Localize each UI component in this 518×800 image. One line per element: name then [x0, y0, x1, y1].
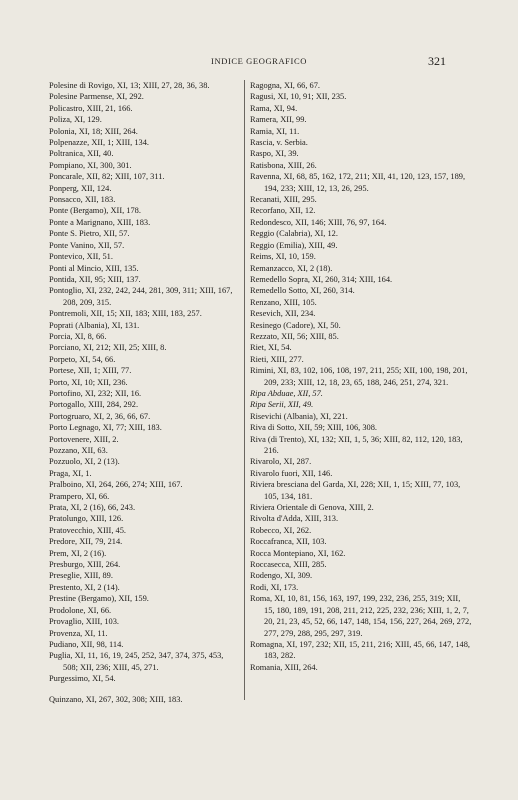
index-entry: Remedello Sopra, XI, 260, 314; XIII, 164. [250, 274, 393, 284]
index-entry: Riva di Sotto, XII, 59; XIII, 106, 308. [250, 423, 378, 433]
index-entry: Ratisbona, XIII, 26. [250, 160, 317, 170]
index-entry: Rocca Montepiano, XI, 162. [250, 548, 346, 558]
index-entry: Riviera bresciana del Garda, XI, 228; XII, 1, 15; XIII, 77, 103, 105, 134, 181. [250, 480, 461, 501]
index-entry: Porpeto, XI, 54, 66. [49, 354, 116, 364]
index-entry: Poliza, XI, 129. [49, 115, 102, 125]
index-entry: Presburgo, XIII, 264. [49, 560, 121, 570]
index-entry: Reggio (Emilia), XIII, 49. [250, 240, 338, 250]
index-entry: Pratovecchio, XIII, 45. [49, 525, 126, 535]
index-entry: Ponsacco, XII, 183. [49, 195, 116, 205]
index-entry: Poncarale, XII, 82; XIII, 107, 311. [49, 172, 165, 182]
index-entry: Ragogna, XI, 66, 67. [250, 81, 321, 90]
index-entry: Riva (di Trento), XI, 132; XII, 1, 5, 36; XIII, 82, 112, 120, 183, 216. [250, 434, 463, 455]
page-header [0, 54, 518, 68]
index-entry: Polesine di Rovigo, XI, 13; XIII, 27, 28, 36, 38. [49, 81, 210, 90]
index-entry: Puglia, XI, 11, 16, 19, 245, 252, 347, 374, 375, 453, 508; XII, 236; XIII, 45, 271. [49, 651, 224, 672]
index-entry: Policastro, XIII, 21, 166. [49, 103, 133, 113]
index-entry: Reims, XI, 10, 159. [250, 252, 316, 262]
index-entry: Remanzacco, XI, 2 (18). [250, 263, 333, 273]
index-entry: Riet, XI, 54. [250, 343, 292, 353]
index-entry: Pozzano, XII, 63. [49, 446, 108, 455]
index-entry: Portese, XII, 1; XIII, 77. [49, 366, 132, 376]
index-entry: Polpenazze, XII, 1; XIII, 134. [49, 138, 150, 148]
index-entry: Riviera Orientale di Genova, XIII, 2. [250, 503, 374, 513]
index-entry: Rimini, XI, 83, 102, 106, 108, 197, 211, 255; XII, 100, 198, 201, 209, 233; XIII, 12, 18, 23, 65, 188, 246, 251, 274, 321. [250, 366, 468, 387]
index-entry: Romania, XIII, 264. [250, 662, 318, 672]
index-entry: Raspo, XI, 39. [250, 149, 299, 159]
index-entry: Pralboino, XI, 264, 266, 274; XIII, 167. [49, 480, 183, 490]
index-entry: Roccafranca, XII, 103. [250, 537, 327, 547]
index-entry: Prata, XI, 2 (16), 66, 243. [49, 503, 136, 513]
index-entry: Ripa Serii, XII, 49. [250, 400, 314, 410]
index-entry: Porcia, XI, 8, 66. [49, 331, 107, 341]
index-entry: Rivarolo, XI, 287. [250, 457, 312, 467]
index-entry: Risevichi (Albania), XI, 221. [250, 411, 348, 421]
index-entry: Rezzato, XII, 56; XIII, 85. [250, 331, 339, 341]
index-entry: Ripa Abduae, XII, 57. [250, 388, 323, 398]
index-entry: Ragusi, XI, 10, 91; XII, 235. [250, 92, 347, 102]
index-entry: Predore, XII, 79, 214. [49, 537, 123, 547]
index-entry: Remedello Sotto, XI, 260, 314. [250, 286, 355, 296]
index-entry: Polesine Parmense, XI, 292. [49, 92, 144, 102]
index-entry: Preseglie, XIII, 89. [49, 571, 113, 581]
index-entry: Poprati (Albania), XI, 131. [49, 320, 140, 330]
index-entry: Portofino, XI, 232; XII, 16. [49, 388, 142, 398]
index-entry: Robecco, XI, 262. [250, 525, 312, 535]
index-entry: Rieti, XIII, 277. [250, 354, 304, 364]
index-entry: Pontida, XII, 95; XIII, 137. [49, 274, 141, 284]
index-entry: Poltranica, XII, 40. [49, 149, 114, 159]
index-entry: Resevich, XII, 234. [250, 309, 316, 319]
index-entry: Ravenna, XI, 68, 85, 162, 172, 211; XII, 41, 120, 123, 157, 189, 194, 233; XIII, 12, 13, 26, 295. [250, 172, 466, 193]
index-entry: Pontevico, XII, 51. [49, 252, 113, 262]
index-entry: Prestento, XI, 2 (14). [49, 582, 120, 592]
index-entry: Roccasecca, XIII, 285. [250, 560, 327, 570]
index-entry: Redondesco, XII, 146; XIII, 76, 97, 164. [250, 217, 387, 227]
index-entry: Porto Legnago, XI, 77; XIII, 183. [49, 423, 162, 433]
index-entry: Pozzuolo, XI, 2 (13). [49, 457, 120, 467]
index-entry: Ramia, XI, 11. [250, 126, 300, 136]
index-column-left [49, 80, 239, 705]
index-entry: Rodi, XI, 173. [250, 582, 299, 592]
index-entry: Ponte (Bergamo), XII, 178. [49, 206, 141, 216]
index-entry: Ramera, XII, 99. [250, 115, 307, 125]
index-entry: Prodolone, XI, 66. [49, 605, 112, 615]
index-entry: Pontremoli, XII, 15; XII, 183; XIII, 183, 257. [49, 309, 202, 319]
index-entry: Prem, XI, 2 (16). [49, 548, 107, 558]
index-entry: Recorfano, XII, 12. [250, 206, 316, 216]
index-entry: Praga, XI, 1. [49, 468, 92, 478]
index-entry: Ponte S. Pietro, XII, 57. [49, 229, 130, 239]
index-entry: Prampero, XI, 66. [49, 491, 110, 501]
index-entry: Romagna, XI, 197, 232; XII, 15, 211, 216; XIII, 45, 66, 147, 148, 183, 282. [250, 639, 470, 661]
index-entry: Recanati, XIII, 295. [250, 195, 317, 205]
index-entry: Rivarolo fuori, XII, 146. [250, 468, 333, 478]
index-entry: Porto, XI, 10; XII, 236. [49, 377, 128, 387]
index-entry: Pudiano, XII, 98, 114. [49, 639, 124, 649]
index-entry: Ponti al Mincio, XIII, 135. [49, 263, 139, 273]
index-entry: Ponte Vanino, XII, 57. [49, 240, 125, 250]
running-title: INDICE GEOGRAFICO [211, 56, 307, 66]
index-entry: Pontoglio, XI, 232, 242, 244, 281, 309, 311; XIII, 167, 208, 209, 315. [49, 286, 233, 307]
index-entry: Prestine (Bergamo), XII, 159. [49, 594, 149, 604]
index-entry: Resinego (Cadore), XI, 50. [250, 320, 341, 330]
index-entry: Polonia, XI, 18; XIII, 264. [49, 126, 138, 136]
page-number: 321 [428, 54, 446, 68]
index-entry: Provaglio, XIII, 103. [49, 617, 120, 627]
index-entry: Reggio (Calabria), XI, 12. [250, 229, 338, 239]
index-entry: Rama, XI, 94. [250, 103, 298, 113]
index-entry: Purgessimo, XI, 54. [49, 674, 116, 684]
index-entry: Rivolta d'Adda, XIII, 313. [250, 514, 339, 524]
index-entry: Provenza, XI, 11. [49, 628, 108, 638]
index-entry: Portogruaro, XI, 2, 36, 66, 67. [49, 411, 151, 421]
index-entry: Quinzano, XI, 267, 302, 308; XIII, 183. [49, 694, 183, 704]
index-entry: Renzano, XIII, 105. [250, 297, 317, 307]
index-entry: Portogallo, XIII, 284, 292. [49, 400, 139, 410]
index-entry: Portovenere, XIII, 2. [49, 434, 119, 444]
index-entry: Ponperg, XII, 124. [49, 183, 112, 193]
index-column-right [244, 80, 472, 700]
index-entry: Ponte a Marignano, XIII, 183. [49, 217, 151, 227]
index-entry: Rodengo, XI, 309. [250, 571, 313, 581]
index-entry: Porciano, XI, 212; XII, 25; XIII, 8. [49, 343, 167, 353]
index-entry: Pompiano, XI, 300, 301. [49, 160, 132, 170]
index-entry: Rascia, v. Serbia. [250, 138, 308, 148]
index-entry: Pratolungo, XIII, 126. [49, 514, 124, 524]
index-entry: Roma, XI, 10, 81, 156, 163, 197, 199, 232, 236, 255, 319; XII, 15, 180, 189, 191, 208, 211, 212, 225, 232, 236; XIII, 1, 2, 7, 20, 21, 23, 45, 52, 66, 147, 148, 154, 156, 227, 264, 269, 272, 277, 279, 288, 295, 297, 319. [250, 594, 472, 638]
